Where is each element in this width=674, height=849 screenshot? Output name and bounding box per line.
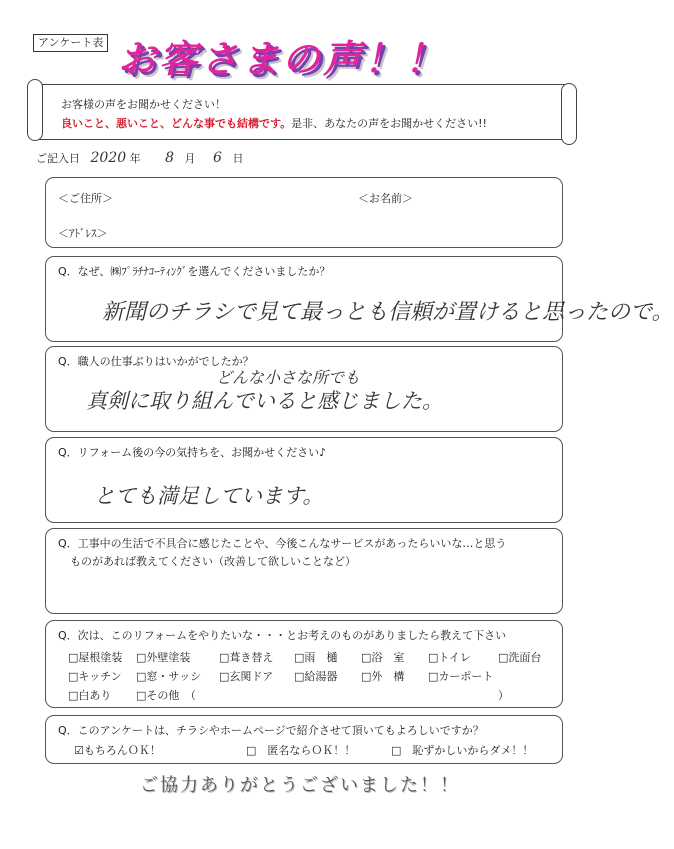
question-3-text: Q．リフォーム後の今の気持ちを、お聞かせください♪ [58, 446, 327, 459]
question-5-box [45, 620, 563, 708]
address-label: ＜ご住所＞ [58, 192, 113, 205]
question-2-answer-line-2: 真剣に取り組んでいると感じました。 [86, 389, 443, 413]
intro-banner [36, 84, 568, 140]
intro-emphasis: 良いこと、悪いこと、どんな事でも結構です。 [61, 117, 292, 130]
option-other[interactable]: □その他 （ [136, 689, 196, 702]
thanks-message: ご協力ありがとうございました！！ [140, 775, 460, 796]
question-1-answer: 新聞のチラシで見て最っとも信頼が置けると思ったので。 [102, 300, 674, 325]
date-month: 8 [165, 150, 175, 166]
question-2-text: Q．職人の仕事ぶりはいかがでしたか？ [58, 355, 254, 368]
date-day-unit: 日 [232, 152, 244, 165]
page-title: お客さまの声！！ [118, 37, 447, 81]
customer-info-box [45, 177, 563, 248]
question-1-box [45, 256, 674, 342]
question-2-box [45, 346, 563, 432]
option-entrance-door[interactable]: □玄関ドア [219, 670, 274, 683]
date-year-unit: 年 [129, 152, 141, 165]
option-kitchen[interactable]: □キッチン [68, 670, 122, 683]
date-year: 2020 [90, 150, 127, 166]
question-6-box [45, 715, 563, 764]
option-termites[interactable]: □白あり [68, 689, 112, 702]
date-month-unit: 月 [184, 152, 196, 165]
survey-tag: アンケート表 [33, 34, 108, 52]
option-wall-painting[interactable]: □外壁塗装 [136, 651, 191, 664]
question-2-answer-line-1: どんな小さな所でも [216, 368, 361, 387]
option-exterior[interactable]: □外 構 [361, 670, 405, 683]
option-roof-painting[interactable]: □屋根塗装 [68, 651, 123, 664]
entry-date [36, 150, 243, 166]
question-4-text-line-1: Q．工事中の生活で不具合に感じたことや、今後こんなサービスがあったらいいな…と思う [58, 537, 507, 550]
question-4-box [45, 528, 563, 614]
option-of-course-ok[interactable]: ☑もちろんＯＫ！ [74, 744, 161, 757]
option-bathroom[interactable]: □浴 室 [361, 651, 405, 664]
option-anonymous-ok[interactable]: □ 匿名ならＯＫ！！ [246, 744, 356, 757]
name-label: ＜お名前＞ [358, 192, 413, 205]
option-washbasin[interactable]: □洗面台 [498, 651, 542, 664]
question-5-text: Q．次は、このリフォームをやりたいな・・・とお考えのものがありましたら教えて下さい [58, 629, 507, 642]
date-day: 6 [213, 150, 222, 166]
question-4-text-line-2: ものがあれば教えてください（改善して欲しいことなど） [70, 555, 356, 568]
option-carport[interactable]: □カーポート [428, 670, 494, 683]
question-6-text: Q．このアンケートは、チラシやホームページで紹介させて頂いてもよろしいですか？ [58, 724, 484, 737]
option-window-sash[interactable]: □窓・サッシ [136, 670, 202, 683]
email-label: ＜ｱﾄﾞﾚｽ＞ [58, 227, 108, 240]
intro-line-1: お客様の声をお聞かせください！ [61, 98, 226, 111]
question-1-text: Q．なぜ、㈱ﾌﾟﾗﾁﾅｺｰﾃｨﾝｸﾞを選んでくださいましたか？ [58, 265, 331, 278]
option-water-heater[interactable]: □給湯器 [294, 670, 338, 683]
option-reroofing[interactable]: □葺き替え [219, 651, 274, 664]
option-gutter[interactable]: □雨 樋 [294, 651, 338, 664]
option-embarrassed-no[interactable]: □ 恥ずかしいからダメ！！ [391, 744, 534, 757]
question-3-box [45, 437, 563, 523]
date-label: ご記入日 [36, 152, 80, 165]
option-toilet[interactable]: □トイレ [428, 651, 471, 664]
question-3-answer: とても満足しています。 [94, 484, 324, 508]
option-other-close-paren: ） [498, 689, 509, 702]
intro-request: 是非、あなたの声をお聞かせください!! [291, 117, 487, 130]
intro-line-2 [61, 115, 487, 131]
